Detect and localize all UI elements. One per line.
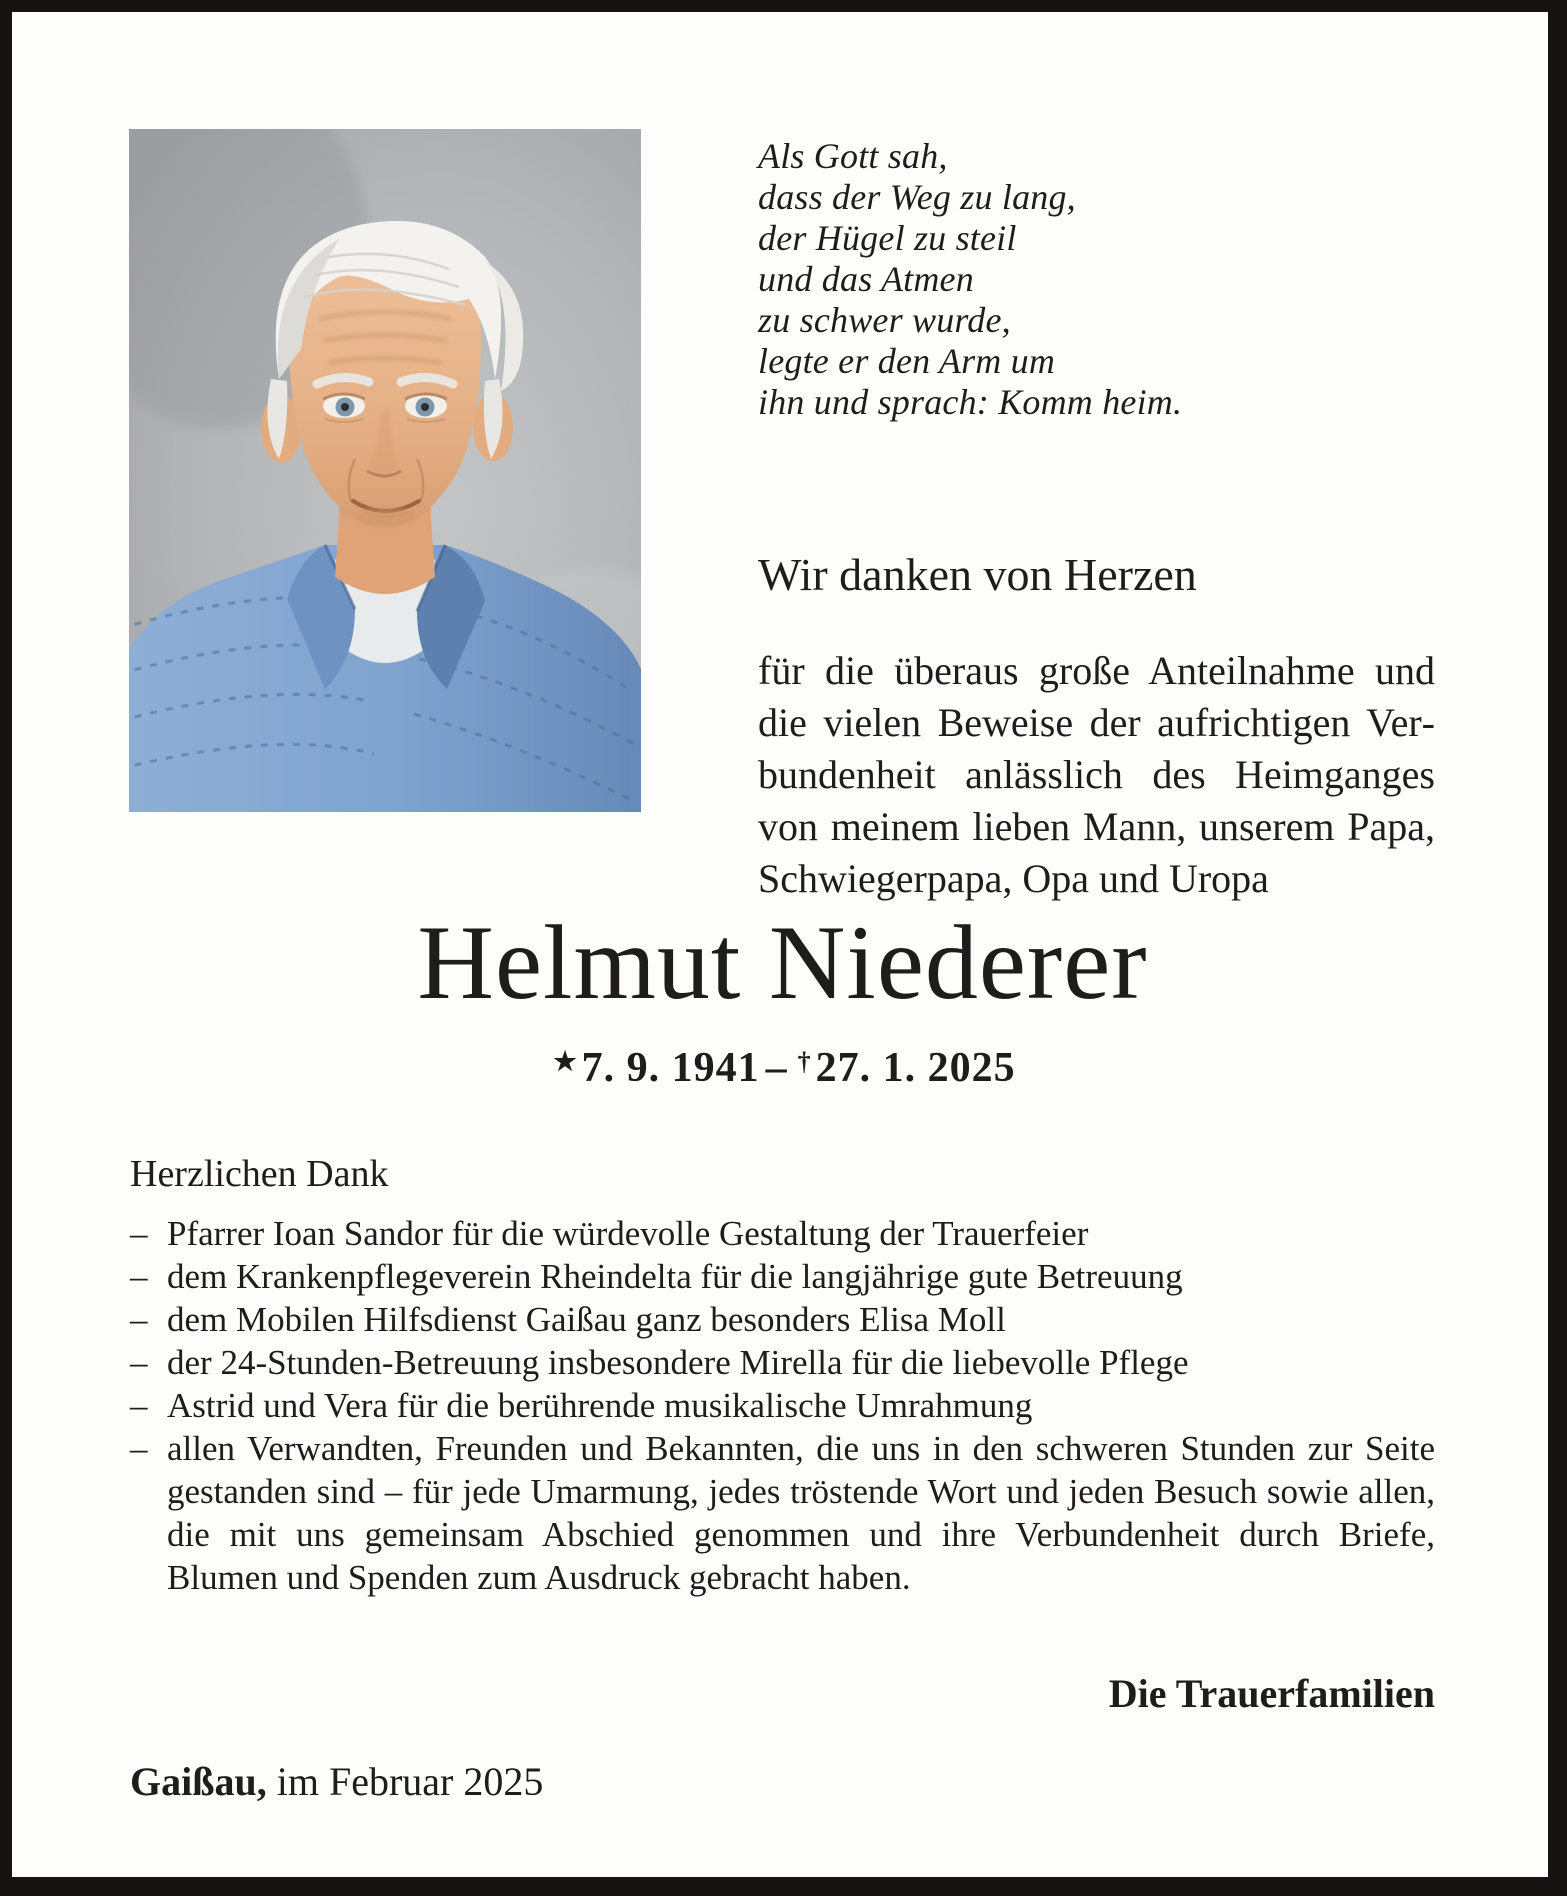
list-dash: –: [130, 1300, 148, 1339]
dank-list-item-text: Pfarrer Ioan Sandor für die würdevolle Gestaltung der Trauerfeier: [167, 1214, 1089, 1253]
dank-list-item-text: Astrid und Vera für die berührende musikalische Umrahmung: [167, 1386, 1033, 1425]
dank-list-item: [130, 1298, 1435, 1341]
thanks-paragraph: für die überaus große Anteilnahme und die vielen Beweise der aufrichtigen Verbundenheit anlässlich des Heimganges von meinem lieben Mann, unserem Papa, Schwiegerpapa, Opa und Uropa: [758, 648, 1435, 901]
poem: [758, 136, 1378, 423]
portrait-photo: [129, 129, 641, 812]
list-dash: –: [130, 1343, 148, 1382]
list-dash: –: [130, 1214, 148, 1253]
poem-line: und das Atmen: [758, 259, 974, 299]
list-dash: –: [130, 1257, 148, 1296]
dank-heading: Herzlichen Dank: [130, 1153, 389, 1195]
closing-signature: Die Trauerfamilien: [1108, 1671, 1435, 1716]
deceased-name: Helmut Niederer: [417, 904, 1148, 1021]
poem-line: zu schwer wurde,: [758, 300, 1011, 340]
dank-list-item: [130, 1384, 1435, 1427]
poem-line: legte er den Arm um: [758, 341, 1056, 381]
dank-list-item-text: der 24-Stunden-Betreuung insbesondere Mirella für die liebevolle Pflege: [167, 1343, 1189, 1382]
dank-list-item: [130, 1341, 1435, 1384]
death-dagger-icon: †: [797, 1047, 812, 1076]
dank-list-item-text: dem Mobilen Hilfsdienst Gaißau ganz besonders Elisa Moll: [167, 1300, 1006, 1339]
list-dash: –: [130, 1429, 148, 1468]
portrait-photo-graphic: [129, 129, 641, 812]
dank-list-item-text: dem Krankenpflegeverein Rheindelta für die langjährige gute Betreuung: [167, 1257, 1183, 1296]
birth-star-icon: ★: [553, 1047, 578, 1076]
date-text: im Februar 2025: [266, 1759, 544, 1804]
place-name: Gaißau,: [130, 1759, 267, 1804]
date-separator: –: [765, 1045, 788, 1091]
poem-line: Als Gott sah,: [758, 136, 948, 176]
life-dates: [130, 1034, 1435, 1096]
thanks-heading: Wir danken von Herzen: [758, 549, 1197, 600]
poem-line: ihn und sprach: Komm heim.: [758, 382, 1183, 422]
dank-list-item: [130, 1255, 1435, 1298]
poem-line: der Hügel zu steil: [758, 218, 1017, 258]
death-date: 27. 1. 2025: [815, 1045, 1016, 1091]
poem-line: dass der Weg zu lang,: [758, 177, 1076, 217]
dank-list-item: [130, 1212, 1435, 1255]
place-date-line: [130, 1756, 543, 1808]
birth-date: 7. 9. 1941: [581, 1045, 760, 1091]
dank-list: [130, 1212, 1435, 1599]
list-dash: –: [130, 1386, 148, 1425]
dank-list-item-text: allen Verwandten, Freunden und Bekannten, die uns in den schweren Stunden zur Seite gestanden sind – für jede Umarmung, jedes tröstende Wort und jeden Besuch sowie allen, die mit uns gemeinsam Abschied genommen und ihre Verbundenheit durch Briefe, Blumen und Spenden zum Ausdruck gebracht haben.: [167, 1429, 1435, 1597]
dank-list-item: [130, 1427, 1435, 1599]
